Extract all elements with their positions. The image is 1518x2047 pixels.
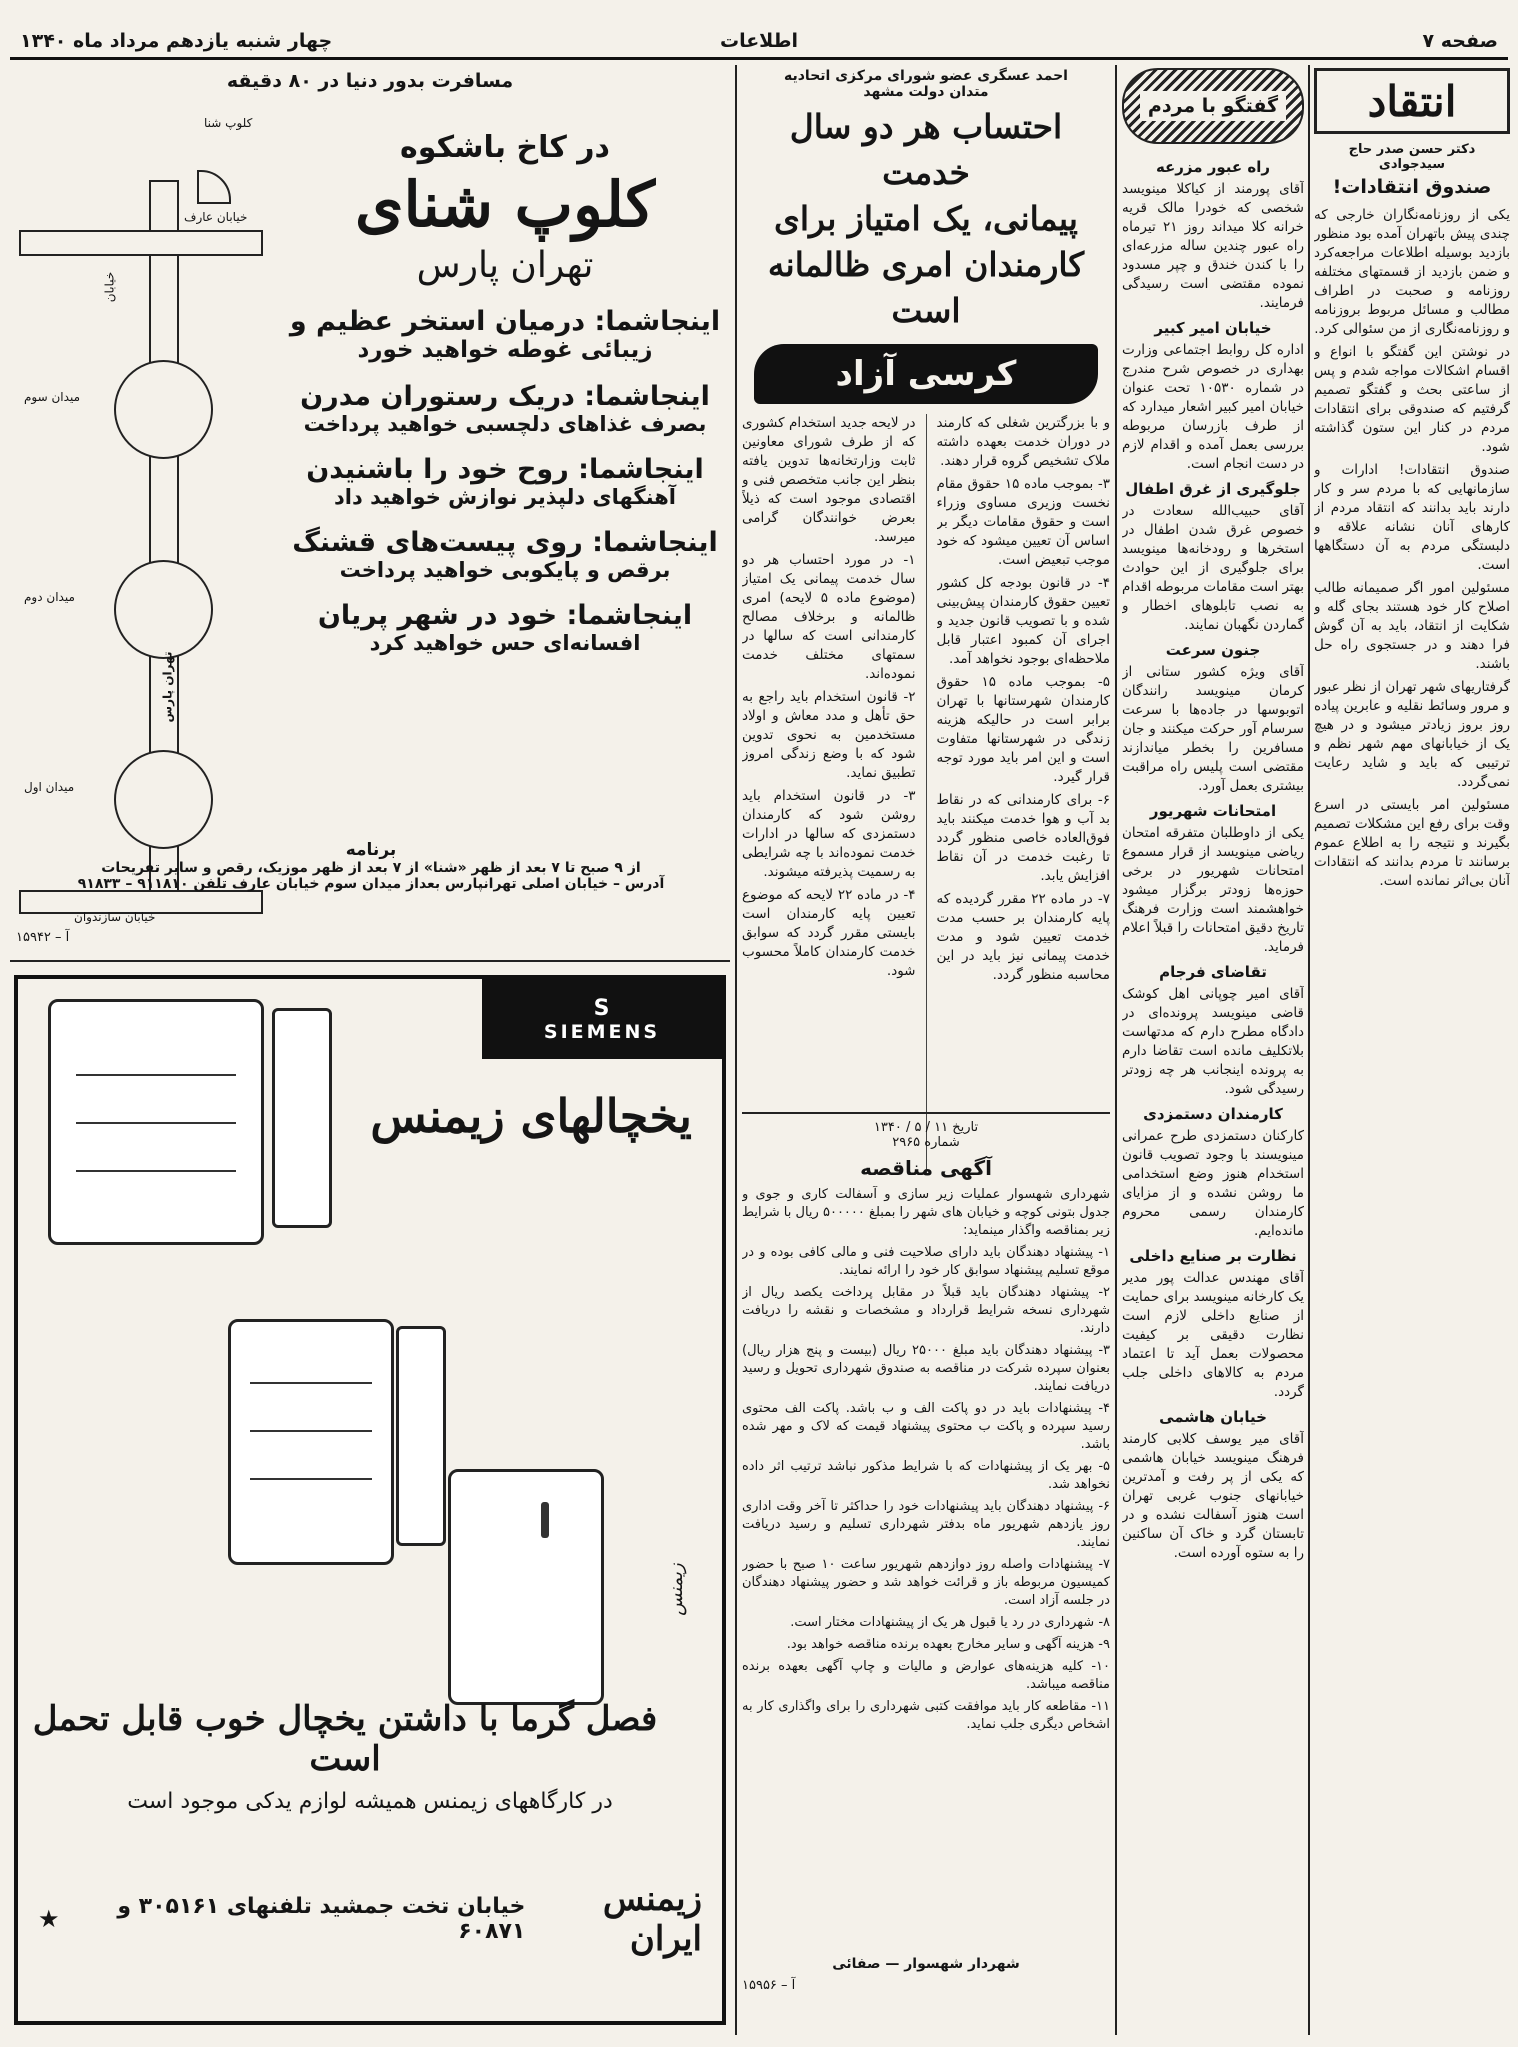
map-road [197,170,231,204]
byline: دکتر حسن صدر حاج سیدجوادی [1348,142,1476,172]
ad-line: اینجاشما: روح خود را باشنیدن [306,454,704,485]
map-label-sq2: میدان دوم [24,590,75,604]
goftegoo-column [1122,68,1304,2028]
open-fridge-illustration [48,999,264,1245]
roundabout-3 [114,360,213,459]
notice-code: آ – ۱۵۹۵۶ [742,1978,796,1993]
ad-code: آ – ۱۵۹۴۲ [16,930,70,945]
ad-title: یخچالهای زیمنس [370,1089,692,1143]
headline: احتساب هر دو سال خدمت پیمانی، یک امتیاز برای کارمندان امری ظالمانه است [767,107,1085,330]
column-rule [735,65,737,2035]
masthead [10,28,1508,60]
map-label-sq1: میدان اول [24,780,75,794]
map-label-arif: خیابان عارف [184,210,248,224]
ad-line: اینجاشما: روی پیست‌های قشنگ [292,527,718,558]
roundabout-2 [114,560,213,659]
page-number: صفحه ۷ [1422,30,1498,52]
notice-date: تاریخ ۱۱ / ۵ / ۱۳۴۰ [873,1120,979,1135]
map-label-sq3: میدان سوم [24,390,80,404]
ad-club-name: کلوپ شنای [354,168,656,241]
paper-name: اطلاعات [719,30,799,52]
korsi-azad-article [742,68,1110,1128]
ad-line: افسانه‌ای حس خواهید کرد [369,631,641,655]
ad-line: اینجاشما: خود در شهر پریان [317,600,693,631]
closed-fridge-illustration [448,1469,604,1705]
siemens-ad [14,975,726,2025]
notice-title: آگهی مناقصه [860,1156,992,1180]
map-label-bottom: خیابان سازندوان [74,910,156,924]
goftegoo-logo: گفتگو با مردم [1122,68,1304,144]
open-fridge-illustration-2 [228,1319,394,1565]
column-rule [1115,65,1117,2035]
ad-program: برنامه از ۹ صبح تا ۷ بعد از ظهر «شنا» از ۷ بعد از ظهر موزیک، رقص و سایر تفریحات آدرس – خیابان اصلی تهرانپارس بعداز میدان سوم خیابان عارف تلفن ۹۱۱۸۱۰ – ۹۱۸۳۳ [77,840,665,892]
ad-line: اینجاشما: دریک رستوران مدرن [300,381,710,412]
kicker: احمد عسگری عضو شورای مرکزی اتحادیه [784,68,1068,84]
notice-signature: شهردار شهسوار — صفائی [832,1956,1020,1972]
script-signature: زیمنس [665,1563,687,1616]
star-icon: ★ [38,1905,60,1933]
map-label-main: تهران پارس [160,651,175,723]
fridge-door [396,1326,446,1546]
ad-line: آهنگهای دلپذیر نوازش خواهید داد [334,485,676,509]
notice-body: شهرداری شهسوار عملیات زیر سازی و آسفالت کاری و جوی و جدول بتونی کوچه و خیابان های شهر را بمبلغ ۵۰۰۰۰۰ ریال با شرایط زیر بمناقصه واگذار مینماید: ۱- پیشنهاد دهندگان باید دارای صلاحیت فنی و مالی کافی بوده و در موقع تسلیم پیشنهاد سوابق کار خود را ارائه نمایند. ۲- پیشنهاد دهندگان باید قبلاً در مقابل پرداخت یکصد ریال از شهرداری نسخه شرایط قرارداد و مشخصات و نقشه را دریافت دارند. ۳- پیشنهاد دهندگان باید مبلغ ۲۵۰۰۰ ریال (بیست و پنج هزار ریال) بعنوان سپرده شرکت در مناقصه به صندوق شهرداری تحویل و رسید دریافت نمایند. ۴- پیشنهادات باید در دو پاکت الف و ب باشد. پاکت الف محتوی رسید سپرده و پاکت ب محتوی پیشنهاد قیمت که لاک و مهر شده باشد. ۵- بهر یک از پیشنهادات که با شرایط مذکور نباشد ترتیب اثر داده نخواهد شد. ۶- پیشنهاد دهندگان باید پیشنهادات خود را حداکثر تا آخر وقت اداری روز یازدهم شهریور ماه بدفتر شهرداری تسلیم و رسید دریافت نمایند. ۷- پیشنهادات واصله روز دوازدهم شهریور ساعت ۱۰ صبح با حضور کمیسیون مربوطه باز و قرائت خواهد شد و حضور پیشنهاد دهندگان در جلسه آزاد است. ۸- شهرداری در رد یا قبول هر یک از پیشنهادات مختار است. ۹- هزینه آگهی و سایر مخارج بعهده برنده مناقصه خواهد بود. ۱۰- کلیه هزینه‌های عوارض و مالیات و چاپ آگهی بعهده برنده مناقصه میباشد. ۱۱- مقاطعه کار باید موافقت کتبی شهرداری را برای واگذاری کار به اشخاص دیگری جلب نماید. [742,1187,1110,1732]
letters-body: راه عبور مزرعه آقای پورمند از کیاکلا مینویسد شخصی که خودرا مالک قریه خرانه کلا میداند روز ۲۱ تیرماه راه عبور چندین ساله مزرعه‌ای را با کندن خندق و چپر مسدود نموده مقتضی است رسیدگی فرمایند. خیابان امیر کبیر اداره کل روابط اجتماعی وزارت بهداری در خصوص شرح مندرج در شماره ۱۰۵۳۰ تحت عنوان خیابان امیر کبیر اشعار میدارد که از طرف بازرسان مربوطه بررسی بعمل آمده و اقدام لازم در دست انجام است. جلوگیری از غرق اطفال آقای حبیب‌الله سعادت در خصوص غرق شدن اطفال در استخرها و رودخانه‌ها مینویسد برای جلوگیری از این حوادث بهتر است مقامات مربوطه اقدام به نصب تابلوهای اخطار و گماردن نگهبان نمایند. جنون سرعت آقای ویژه کشور ستانی از کرمان مینویسد رانندگان اتوبوسها در جاده‌ها با سرعت سرسام آور حرکت میکنند و جان مسافرین را بخطر میاندازند مقتضی است پلیس راه مراقبت بیشتری بعمل آورد. امتحانات شهریور یکی از داوطلبان متفرقه امتحان ریاضی مینویسد از قرار مسموع امتحانات شهریور در برخی حوزه‌ها زودتر برگزار میشود خواهشمند است وزارت فرهنگ تاریخ دقیق امتحانات را قبلاً اعلام فرماید. تقاضای فرجام آقای امیر چوپانی اهل کوشک قاضی مینویسد پرونده‌ای در دادگاه مطرح دارم که مدتهاست بلاتکلیف مانده است تقاضا دارم به پرونده اینجانب هر چه زودتر رسیدگی شود. کارمندان دستمزدی کارکنان دستمزدی طرح عمرانی مینویسند با وجود تصویب قانون استخدام هنوز وضع استخدامی ما روشن نشده و از مزایای کارمندان رسمی محروم مانده‌ایم. نظارت بر صنایع داخلی آقای مهندس عدالت پور مدیر یک کارخانه مینویسد برای حمایت از صنایع داخلی لازم است نظارت دقیقی بر کیفیت محصولات بعمل آید تا اعتماد مردم به کالاهای داخلی جلب گردد. خیابان هاشمی آقای میر یوسف کلابی کارمند فرهنگ مینویسد خیابان هاشمی که یکی از پر رفت و آمدترین خیابانهای جنوب غربی تهران است هنوز آسفالت نشده و در تابستان گرد و خاک آن ساکنین را به ستوه آورده است. [1122,158,1304,1561]
ad-slogan: فصل گرما با داشتن یخچال خوب قابل تحمل است [32,1699,658,1779]
ad-line: برقص و پایکوبی خواهید پرداخت [339,558,671,582]
article-body-left: در لایحه جدید استخدام کشوری که از طرف شورای معاونین ثابت وزارتخانه‌ها تدوین یافته بنظر این جانب متخصص فنی و اقتصادی موجود است که ذیلاً بعرض خوانندگان گرامی میرسد. ۱- در مورد احتساب هر دو سال خدمت پیمانی یک امتیاز (موضوع ماده ۵ لایحه) امری ظالمانه و برخلاف مصالح کارمندانی است که سالها در سمتهای مختلف خدمت نموده‌اند. ۲- قانون استخدام باید راجع به حق تأهل و مدد معاش و اولاد مستخدمین به نحوی تدوین شود که با وضع زندگی امروز تطبیق نماید. ۳- در قانون استخدام باید روشن شود که کارمندان دستمزدی که سالها در ادارات خدمت نموده‌اند با چه شرایطی به رسمیت پذیرفته میشوند. ۴- در ماده ۲۲ لایحه که موضوع تعیین پایه کارمندان است بایستی مقرر گردد که سوابق خدمت کارمندان کاملاً محسوب شود. [742,415,916,979]
swim-club-ad [10,70,730,950]
siemens-logo-icon: S [593,995,611,1021]
notice-number: شماره ۲۹۶۵ [892,1135,960,1150]
enteghad-column [1314,68,1510,2028]
tender-notice [742,1120,1110,2030]
ad-line: بصرف غذاهای دلچسبی خواهید پرداخت [303,412,707,436]
enteghad-logo: انتقاد [1314,68,1510,134]
article-body: یکی از روزنامه‌نگاران خارجی که چندی پیش باتهران آمده بود منظور بازدید بوسیله اطلاعات مراجعه‌کرد و ضمن بازدید از قسمتهای مختلفه روزنامه و صحبت در اطراف مطالب و مسائل مربوط بروزنامه و روزنامه‌نگاری از من سئوالی کرد. در نوشتن این گفتگو با انواع و اقسام اشکالات مواجه شدم و پس از ساعتی بحث و گفتگو تصمیم گرفتیم که صندوقی برای انتقادات مردم در کنار این ستون گذاشته شود. صندوق انتقادات! ادارات و سازمانهایی که با مردم سر و کار دارند باید بدانند که انتقاد مردم از کارهای آنان نشانه علاقه و دلبستگی مردم به آن دستگاهها است. مسئولین امور اگر صمیمانه طالب اصلاح کار خود هستند بجای گله و شکایت از انتقاد، باید به آن گوش فرا دهند و در جستجوی راه حل باشند. گرفتاریهای شهر تهران از نظر عبور و مرور وسائط نقلیه و عابرین پیاده روز بروز زیادتر میشود و در هیچ یک از خیابانهای مهم شهر نظم و ترتیبی که باید و شاید رعایت نمی‌گردد. مسئولین امر بایستی در اسرع وقت برای رفع این مشکلات تصمیم بگیرند و نتیجه را به اطلاع عموم برسانند تا مردم بدانند که انتقادات آنان بی‌اثر نمانده است. [1314,207,1510,889]
ad-venue: در کاخ باشکوه [400,130,610,165]
siemens-brand: S SIEMENS [482,979,722,1059]
ad-line: زیبائی غوطه خواهید خورد [357,337,653,363]
column-rule [1308,65,1310,2035]
ad-text [280,130,730,890]
ad-footer: ★ خیابان تخت جمشید تلفنهای ۳۰۵۱۶۱ و ۶۰۸۷۱ زیمنس ایران [38,1879,702,1959]
ad-subtext: در کارگاههای زیمنس همیشه لوازم یدکی موجود است [127,1789,613,1814]
section-rule [10,960,730,962]
ad-line: اینجاشما: درمیان استخر عظیم و [289,306,721,337]
korsi-azad-banner: کرسی آزاد [754,344,1098,404]
article-title: صندوق انتقادات! [1332,176,1492,198]
map-label-street: خیابان [102,271,117,303]
roundabout-1 [114,750,213,849]
issue-date: چهار شنبه یازدهم مرداد ماه ۱۳۴۰ [20,30,333,52]
map-road [19,230,263,256]
ad-headline: مسافرت بدور دنیا در ۸۰ دقیقه [226,70,514,92]
fridge-door [272,1008,332,1228]
article-body-right: و با بزرگترین شغلی که کارمند در دوران خدمت بعهده داشته ملاک تشخیص گروه قرار دهند. ۳- بموجب ماده ۱۵ حقوق مقام نخست وزیری مساوی وزراء است و حقوق مقامات دیگر بر اساس آن تعیین میشود که خود موجب تبعیض است. ۴- در قانون بودجه کل کشور تعیین حقوق کارمندان پیش‌بینی شده و با تصویب قانون جدید و اجرای آن کمبود اعتبار قابل ملاحظه‌ای بوجود نخواهد آمد. ۵- بموجب ماده ۱۵ حقوق کارمندان شهرستانها با تهران برابر است در حالیکه هزینه زندگی در شهرستانها متفاوت است و این امر باید مورد توجه قرار گیرد. ۶- برای کارمندانی که در نقاط بد آب و هوا خدمت میکنند باید فوق‌العاده خاصی منظور گردد تا رغبت خدمت در آن نقاط افزایش یابد. ۷- در ماده ۲۲ مقرر گردیده که پایه کارمندان بر حسب مدت خدمت تعیین شود و مدت خدمت پیمانی نیز باید در این محاسبه منظور گردد. [936,415,1110,983]
section-rule [742,1112,1110,1114]
kicker-2: متدان دولت مشهد [863,84,989,100]
location-map [14,110,264,924]
map-label-club: کلوپ شنا [204,116,253,130]
ad-city: تهران پارس [416,245,594,286]
